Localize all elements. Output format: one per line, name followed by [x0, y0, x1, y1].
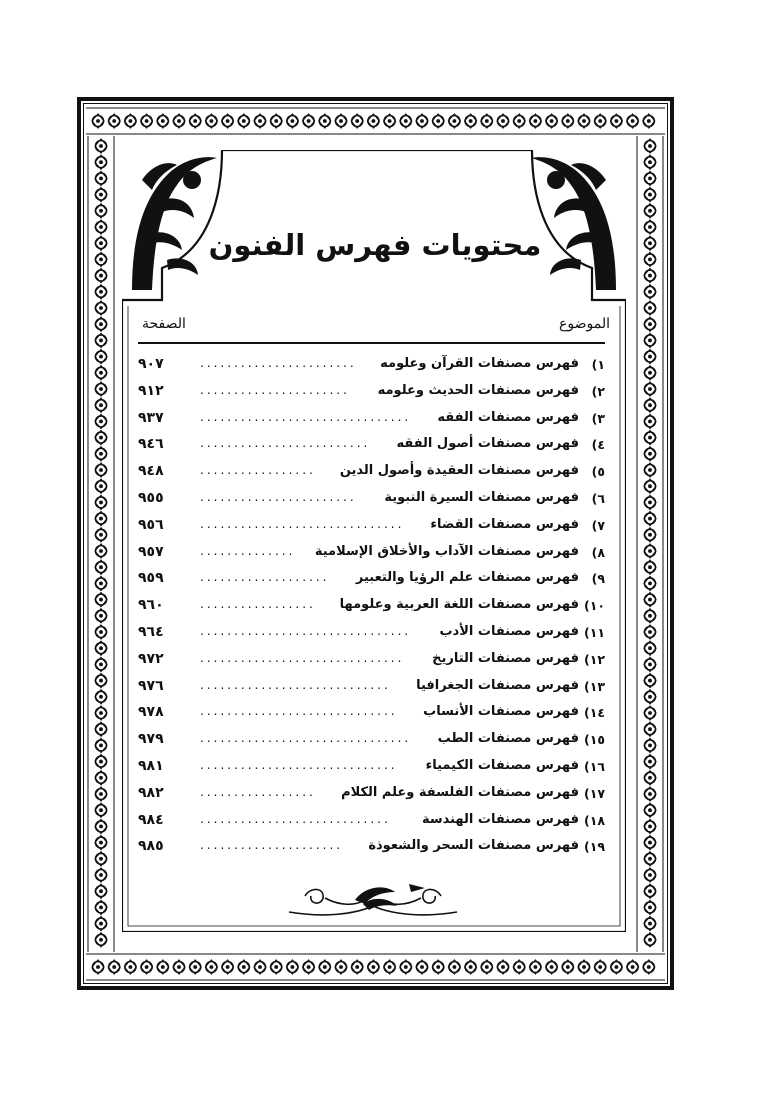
toc-entry — [138, 622, 605, 648]
toc-leader-dots: .............................. — [200, 516, 405, 531]
toc-entry-number: ٩) — [591, 571, 605, 587]
border-pattern-bottom — [86, 952, 665, 982]
toc-entry-topic: فهرس مصنفات العقيدة وأصول الدين — [339, 463, 579, 479]
toc-entry-number: ١٦) — [584, 759, 605, 774]
toc-entry-topic: فهرس مصنفات التاريخ — [432, 650, 579, 666]
toc-leader-dots: .............................. — [200, 650, 405, 665]
toc-leader-dots: ................. — [200, 463, 316, 478]
toc-entry-number: ١٤) — [584, 705, 605, 721]
toc-entry-page: ٩٨٢ — [138, 784, 164, 801]
toc-entry-page: ٩٥٦ — [138, 516, 164, 533]
closing-ornament — [285, 878, 461, 926]
column-header-topic: الموضوع — [559, 316, 610, 332]
corner-ornament-right — [526, 140, 626, 294]
toc-entry-topic: فهرس مصنفات علم الرؤيا والتعبير — [355, 570, 579, 586]
toc-entry — [138, 354, 605, 380]
toc-entry — [138, 756, 605, 782]
border-pattern-top — [86, 106, 665, 136]
toc-entry — [138, 676, 605, 702]
toc-entry-page: ٩٤٦ — [138, 436, 164, 453]
toc-leader-dots: ............................. — [200, 704, 398, 719]
toc-entry-topic: فهرس مصنفات السحر والشعوذة — [368, 838, 579, 854]
toc-entry — [138, 515, 605, 541]
toc-leader-dots: ............................ — [200, 811, 391, 826]
toc-entry-page: ٩٠٧ — [138, 356, 164, 372]
toc-entry-page: ٩٧٢ — [138, 650, 164, 667]
toc-entry-number: ١٢) — [584, 651, 605, 667]
toc-leader-dots: .............. — [200, 543, 296, 558]
toc-entry — [138, 649, 605, 675]
toc-entry-number: ١٨) — [584, 812, 605, 828]
toc-entry-topic: فهرس مصنفات الأدب — [439, 624, 579, 639]
toc-entry — [138, 461, 605, 487]
toc-entry-page: ٩٥٧ — [138, 543, 164, 560]
toc-entry — [138, 595, 605, 621]
column-header-page: الصفحة — [142, 316, 186, 332]
toc-entry-topic: فهرس مصنفات أصول الفقه — [396, 436, 579, 452]
toc-entry — [138, 836, 605, 862]
toc-entry-page: ٩٣٧ — [138, 409, 164, 426]
toc-entry-page: ٩٧٩ — [138, 731, 164, 748]
toc-entry-topic: فهرس مصنفات الجغرافيا — [416, 677, 579, 693]
toc-leader-dots: ....................... — [200, 490, 357, 504]
toc-leader-dots: ............................. — [200, 758, 398, 772]
toc-leader-dots: ................... — [200, 570, 330, 585]
toc-entry-topic: فهرس مصنفات الكيمياء — [425, 758, 579, 773]
toc-leader-dots: ............................... — [200, 731, 412, 746]
toc-entry-topic: فهرس مصنفات الطب — [437, 731, 579, 747]
toc-entry-number: ٦) — [591, 491, 605, 506]
toc-entry-topic: فهرس مصنفات الآداب والأخلاق الإسلامية — [314, 543, 579, 559]
toc-entry — [138, 408, 605, 434]
toc-entry — [138, 488, 605, 514]
toc-entry-page: ٩٨٤ — [138, 811, 164, 828]
toc-entry-page: ٩٨٥ — [138, 838, 164, 855]
toc-entry-number: ٨) — [591, 544, 605, 560]
toc-entry-page: ٩٥٥ — [138, 490, 164, 506]
toc-entry-topic: فهرس مصنفات الحديث وعلومه — [377, 382, 579, 398]
toc-entry-number: ٣) — [591, 410, 605, 426]
toc-entry — [138, 542, 605, 568]
toc-entry-page: ٩٦٠ — [138, 597, 164, 614]
toc-entry-page: ٩٨١ — [138, 758, 164, 774]
toc-leader-dots: ................. — [200, 784, 316, 799]
toc-entry — [138, 729, 605, 755]
page-title: محتويات فهرس الفنون — [208, 228, 542, 262]
toc-entry-number: ١٧) — [584, 785, 605, 801]
toc-entry — [138, 702, 605, 728]
toc-entry-number: ٤) — [591, 437, 605, 453]
toc-leader-dots: ....................... — [200, 356, 357, 370]
toc-entry-page: ٩٧٦ — [138, 677, 164, 694]
toc-entry-number: ١٥) — [584, 732, 605, 748]
toc-leader-dots: ...................... — [200, 382, 350, 397]
toc-entry-number: ٥) — [591, 464, 605, 480]
toc-entry-number: ١١) — [584, 625, 605, 640]
toc-entry-number: ١) — [591, 357, 605, 372]
toc-leader-dots: ..................... — [200, 838, 344, 853]
toc-entry-page: ٩٤٨ — [138, 463, 164, 480]
toc-leader-dots: ................. — [200, 597, 316, 612]
toc-leader-dots: ......................... — [200, 436, 371, 451]
toc-entry-topic: فهرس مصنفات القرآن وعلومه — [380, 356, 579, 371]
toc-entry-page: ٩٥٩ — [138, 570, 164, 587]
toc-entry-topic: فهرس مصنفات الأنساب — [423, 704, 579, 720]
toc-entry-page: ٩١٢ — [138, 382, 164, 399]
toc-entry-topic: فهرس مصنفات اللغة العربية وعلومها — [339, 597, 579, 613]
toc-entry-page: ٩٧٨ — [138, 704, 164, 721]
toc-entry — [138, 568, 605, 594]
toc-entry — [138, 810, 605, 836]
corner-ornament-left — [122, 140, 222, 294]
toc-entry-number: ١٠) — [584, 598, 605, 614]
toc-entry-number: ٧) — [591, 517, 605, 533]
toc-entry-number: ١٣) — [584, 678, 605, 694]
toc-entry-topic: فهرس مصنفات الفلسفة وعلم الكلام — [341, 784, 579, 800]
toc-entry-page: ٩٦٤ — [138, 624, 164, 640]
toc-entry-topic: فهرس مصنفات الهندسة — [421, 811, 579, 827]
toc-leader-dots: ............................ — [200, 677, 391, 692]
header-divider — [138, 342, 605, 344]
border-pattern-left — [86, 136, 116, 952]
toc-entry-number: ١٩) — [584, 839, 605, 855]
toc-entry-topic: فهرس مصنفات السيرة النبوية — [384, 490, 579, 505]
toc-entry-number: ٢) — [591, 383, 605, 399]
toc-leader-dots: ............................... — [200, 624, 412, 638]
toc-leader-dots: ............................... — [200, 409, 412, 424]
border-pattern-right — [635, 136, 665, 952]
toc-entry — [138, 381, 605, 407]
toc-entry-topic: فهرس مصنفات الفقه — [437, 409, 579, 425]
toc-entry — [138, 783, 605, 809]
toc-entry-topic: فهرس مصنفات القضاء — [430, 516, 579, 532]
toc-entry — [138, 434, 605, 460]
